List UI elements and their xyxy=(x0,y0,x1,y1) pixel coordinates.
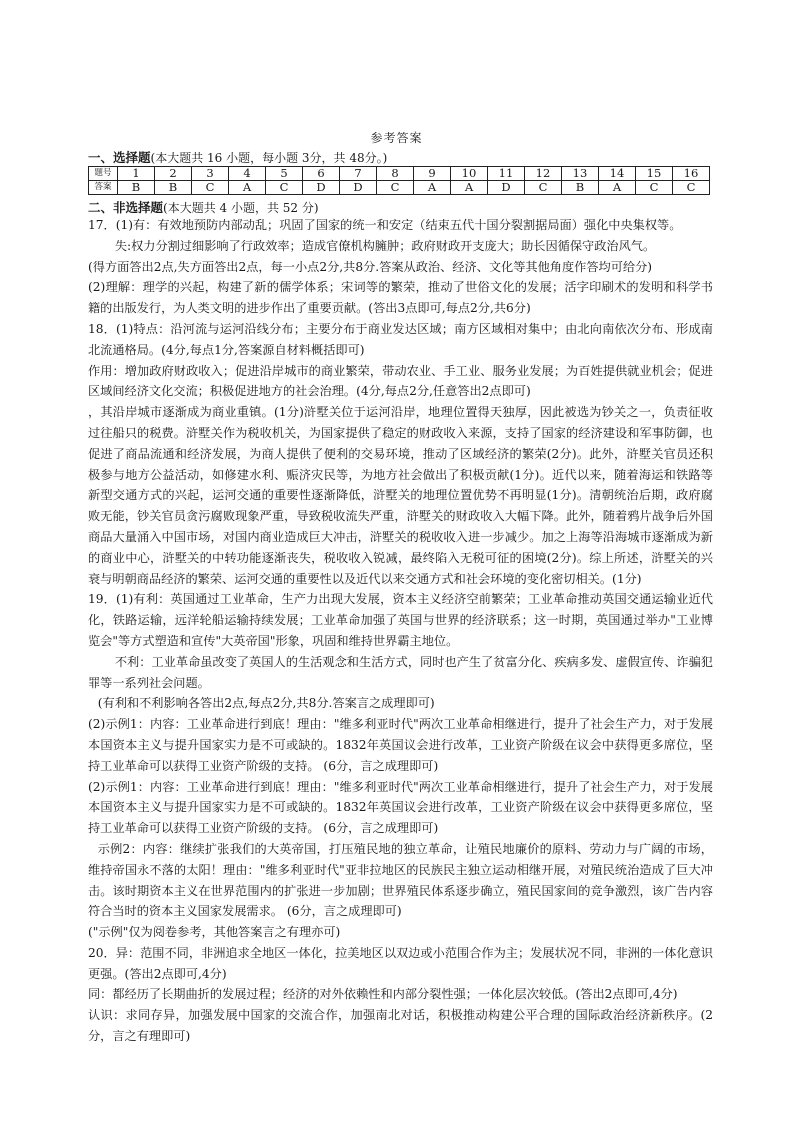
question-number-cell: 15 xyxy=(636,167,673,181)
question-number-cell: 6 xyxy=(303,167,340,181)
q19-part1-scoring: (有利和不利影响各答出2点,每点2分,共8分.答案言之成理即可) xyxy=(97,696,435,711)
q17-part1-gain: 17．(1)有：有效地预防内部动乱；巩固了国家的统一和安定（结束五代十国分裂割据局面）强化中央集权等。 xyxy=(88,218,682,232)
answer-cell: D xyxy=(488,181,525,195)
question-number-cell: 4 xyxy=(229,167,266,181)
q18-part2: ，其沿岸城市逐渐成为商业重镇。(1分)浒墅关位于运河沿岸，地理位置得天独厚，因此被选为钞关之一，负责征收过往船只的税费。浒墅关作为税收机关，为国家提供了稳定的财政收入来源，支持了国家的经济建设和军事防御，也促进了商品流通和经济发展，为商人提供了便利的交易环境，推动了区域经济的繁荣(2分)。此外，浒墅关官员还积极参与地方公益活动，如修建水利、赈济灾民等，为地方社会做出了积极贡献(1分)。近代以来，随着海运和铁路等新型交通方式的兴起，运河交通的重要性逐渐降低，浒墅关的地理位置优势不再明显(1分)。清朝统治后期，政府腐败无能，钞关官员贪污腐败现象严重，导致税收流失严重，浒墅关的财政收入大幅下降。此外，随着鸦片战争后外国商品大量涌入中国市场，对国内商业造成巨大冲击，浒墅关的税收收入进一步减少。加之上海等沿海城市逐渐成为新的商业中心，浒墅关的中转功能逐渐丧失，税收收入锐减，最终陷入无税可征的困境(2分)。综上所述，浒墅关的兴衰与明朝商品经济的繁荣、运河交通的重要性以及近代以来交通方式和社会环境的变化密切相关。(1分) xyxy=(88,405,713,586)
question-number-cell: 9 xyxy=(414,167,451,181)
q19-part2-example1-repeat: (2)示例1：内容：工业革命进行到底！理由："维多利亚时代"两次工业革命相继进行，提升了社会生产力，对于发展本国资本主义与提升国家实力是不可或缺的。1832年英国议会进行改革，工业资产阶级在议会中获得更多席位，坚持工业革命可以获得工业资产阶级的支持。 (6分，言之成理即可) xyxy=(88,779,713,836)
answer-cell: C xyxy=(673,181,710,195)
question-number-row xyxy=(89,167,710,181)
answer-cell: B xyxy=(155,181,192,195)
q18-part1-features: 18．(1)特点：沿河流与运河沿线分布；主要分布于商业发达区域；南方区域相对集中；由北向南依次分布、形成南北流通格局。(4分,每点1分,答案源自材料概括即可) xyxy=(88,321,713,357)
answer-cell: C xyxy=(636,181,673,195)
q19-part2-example1: (2)示例1：内容：工业革命进行到底！理由："维多利亚时代"两次工业革命相继进行，提升了社会生产力，对于发展本国资本主义与提升国家实力是不可或缺的。1832年英国议会进行改革，工业资产阶级在议会中获得更多席位，坚持工业革命可以获得工业资产阶级的支持。 (6分，言之成理即可) xyxy=(88,717,713,773)
question-number-cell: 14 xyxy=(599,167,636,181)
q18-part1-effects: 作用：增加政府财政收入；促进沿岸城市的商业繁荣，带动农业、手工业、服务业发展；为百姓提供就业机会；促进区域间经济文化交流；积极促进地方的社会治理。(4分,每点2分,任意答出2点即可) xyxy=(88,363,713,399)
answer-cell: B xyxy=(562,181,599,195)
answer-table xyxy=(88,166,710,195)
section-1-title: 一、选择题 xyxy=(88,150,151,165)
answer-cell: A xyxy=(599,181,636,195)
section-1-note: (本大题共 16 小题，每小题 3分，共 48分。) xyxy=(150,151,388,165)
q17-part1-loss: 失:权力分割过细影响了行政效率；造成官僚机构臃肿；政府财政开支庞大；助长因循保守政治风气。 xyxy=(114,238,656,253)
answer-cell: C xyxy=(266,181,303,195)
answer-cell: A xyxy=(229,181,266,195)
answer-cell: D xyxy=(303,181,340,195)
q19-part2-note: ("示例"仅为阅卷参考，其他答案言之有理亦可) xyxy=(88,925,341,940)
answer-cell: A xyxy=(451,181,488,195)
answer-cell: D xyxy=(340,181,377,195)
question-number-cell: 7 xyxy=(340,167,377,181)
question-number-cell: 1 xyxy=(118,167,155,181)
question-number-cell: 10 xyxy=(451,167,488,181)
question-number-cell: 2 xyxy=(155,167,192,181)
answer-cell: C xyxy=(192,181,229,195)
answer-cell: A xyxy=(414,181,451,195)
section-1-heading xyxy=(88,148,387,166)
q20-understanding: 认识：求同存异，加强发展中国家的交流合作，加强南北对话，积极推动构建公平合理的国际政治经济新秩序。(2分，言之有理即可) xyxy=(88,1008,713,1044)
answer-cell: C xyxy=(525,181,562,195)
question-number-cell: 8 xyxy=(377,167,414,181)
section-2-title: 二、非选择题 xyxy=(88,200,164,215)
q19-part1-drawbacks: 不利：工业革命虽改变了英国人的生活观念和生活方式，同时也产生了贫富分化、疾病多发、虚假宣传、诈骗犯罪等一系列社会问题。 xyxy=(88,654,713,690)
page-title: 参考答案 xyxy=(370,131,423,145)
question-number-cell: 12 xyxy=(525,167,562,181)
q19-part1-benefits: 19．(1)有利：英国通过工业革命，生产力出现大发展，资本主义经济空前繁荣；工业革命推动英国交通运输业近代化，铁路运输，远洋轮船运输持续发展；工业革命加强了英国与世界的经济联系；这一时期，英国通过举办"工业博览会"等方式塑造和宣传"大英帝国"形象，巩固和维持世界霸主地位。 xyxy=(88,592,713,648)
question-number-cell: 16 xyxy=(673,167,710,181)
question-number-cell: 3 xyxy=(192,167,229,181)
answer-label: 答案 xyxy=(89,181,118,195)
question-number-cell: 5 xyxy=(266,167,303,181)
q20-similarities: 同：都经历了长期曲折的发展过程；经济的对外依赖性和内部分裂性强；一体化层次较低。(答出2点即可,4分) xyxy=(88,987,678,1002)
answer-cell: B xyxy=(118,181,155,195)
answer-cell: C xyxy=(377,181,414,195)
q17-part1-scoring: (得方面答出2点,失方面答出2点，每一小点2分,共8分.答案从政治、经济、文化等其他角度作答均可给分) xyxy=(88,259,653,274)
section-2-note: (本大题共 4 小题，共 52 分) xyxy=(163,201,319,215)
section-2-heading xyxy=(88,198,319,216)
question-number-cell: 13 xyxy=(562,167,599,181)
q20-differences: 20．异：范围不同，非洲追求全地区一体化，拉美地区以双边或小范围合作为主；发展状况不同，非洲的一体化意识更强。(答出2点即可,4分) xyxy=(88,945,713,981)
answer-body xyxy=(88,215,713,1047)
q17-part2: (2)理解：理学的兴起，构建了新的儒学体系；宋词等的繁荣，推动了世俗文化的发展；活字印刷术的发明和科学书籍的出版发行，为人类文明的进步作出了重要贡献。(答出3点即可,每点2分,共6分) xyxy=(88,280,713,316)
question-number-cell: 11 xyxy=(488,167,525,181)
q19-part2-example2: 示例2：内容：继续扩张我们的大英帝国，打压殖民地的独立革命，让殖民地廉价的原料、劳动力与广阔的市场，维持帝国永不落的太阳！理由："维多利亚时代"亚非拉地区的民族民主独立运动相继开展，对殖民统治造成了巨大冲击。该时期资本主义在世界范围内的扩张进一步加剧；世界殖民体系逐步确立，殖民国家间的竞争激烈，该广告内容符合当时的资本主义国家发展需求。 (6分，言之成理即可) xyxy=(88,841,713,919)
question-number-label: 题号 xyxy=(89,167,118,181)
answer-row xyxy=(89,181,710,195)
